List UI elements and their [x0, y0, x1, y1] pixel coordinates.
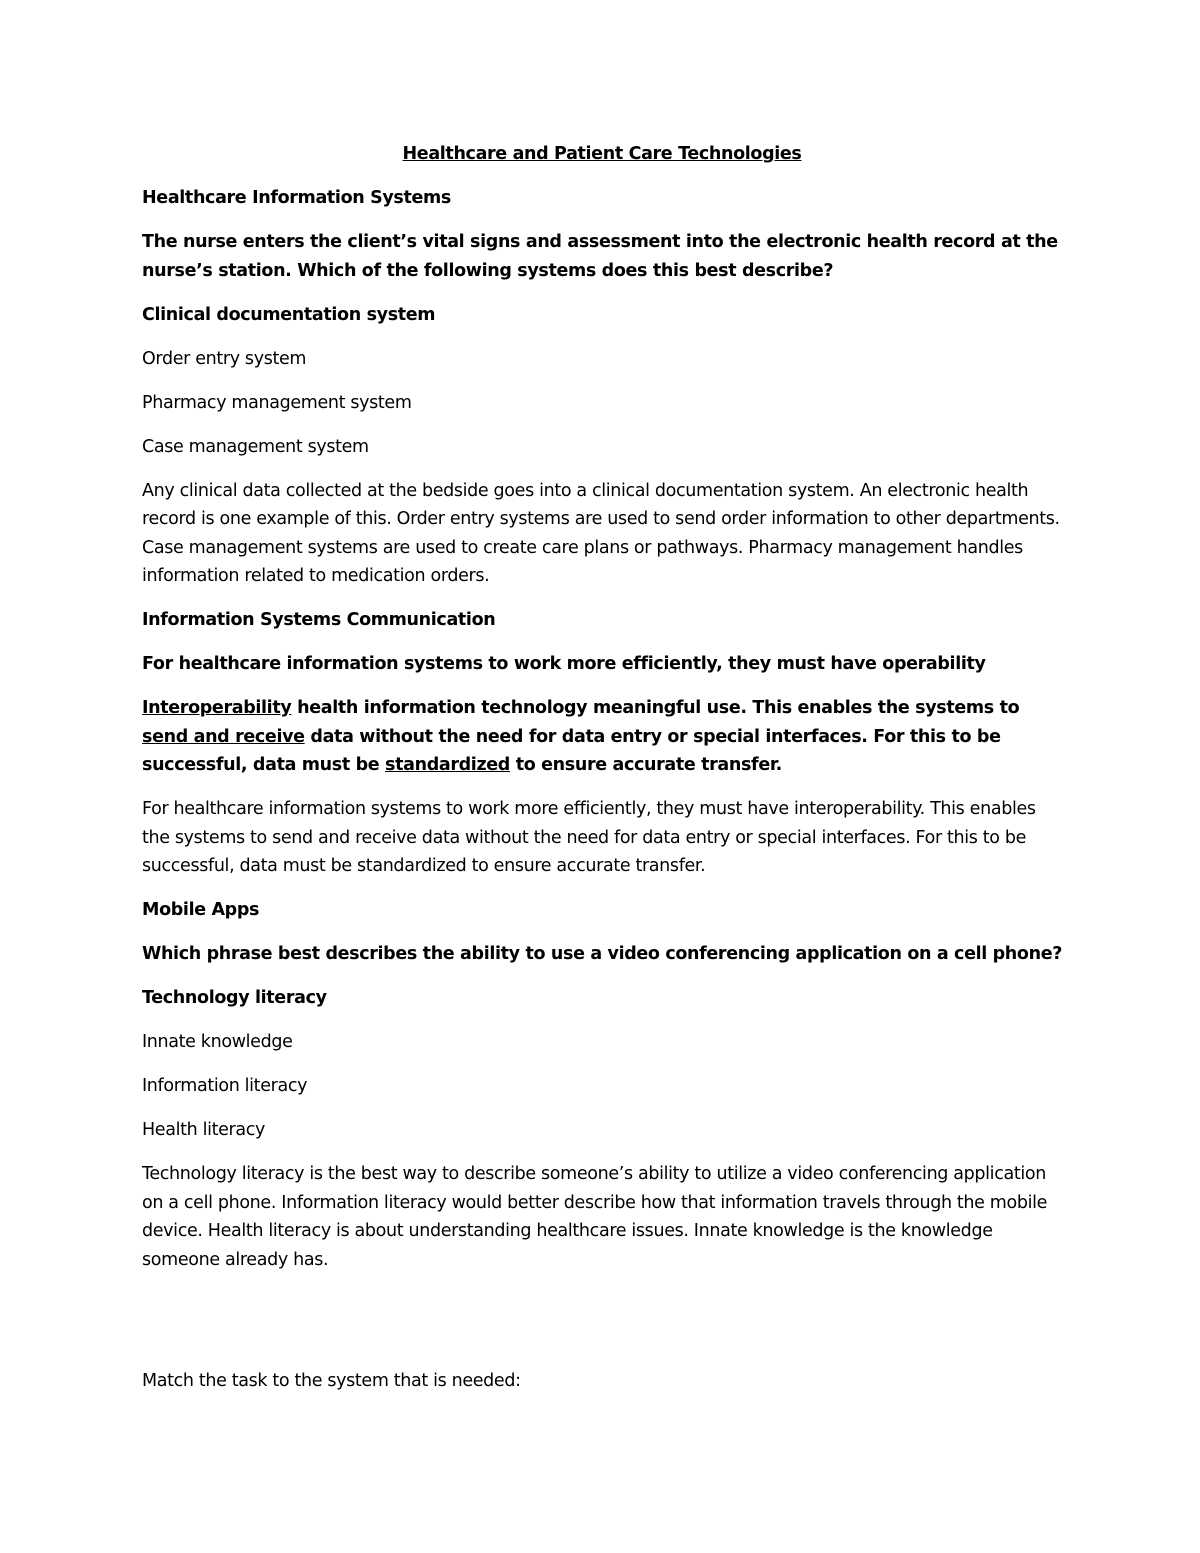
answer-option: Innate knowledge [142, 1032, 293, 1052]
explanation-paragraph: Any clinical data collected at the bedside goes into a clinical documentation system. An electronic health record is one example of this. Order entry systems are used to send order information to other departments. Case management systems are used to create care plans or pathways. Pharmacy management handles information related to medication orders. [142, 480, 1060, 586]
statement-text: For healthcare information systems to work more efficiently, they must have operability [142, 654, 986, 674]
section-heading-information-systems-communication: Information Systems Communication [142, 610, 496, 630]
answer-option: Case management system [142, 436, 369, 457]
section-heading-healthcare-information-systems: Healthcare Information Systems [142, 188, 451, 208]
document-page [142, 140, 1062, 1411]
underlined-term: send and receive [142, 726, 305, 747]
underlined-term: Interoperability [142, 698, 292, 718]
answer-option: Order entry system [142, 348, 307, 369]
correct-answer: Technology literacy [142, 988, 327, 1008]
paragraph-text: health information technology meaningful use. This enables the systems to [291, 698, 1020, 718]
question-text: The nurse enters the client’s vital signs and assessment into the electronic health record at the nurse’s station. Which of the following systems does this best describe? [142, 232, 1058, 281]
explanation-paragraph: Technology literacy is the best way to describe someone’s ability to utilize a video conferencing application on a cell phone. Information literacy would better describe how that information travels through the mobile device. Health literacy is about understanding healthcare issues. Innate knowledge is the knowledge someone already has. [142, 1164, 1048, 1270]
answer-option: Information literacy [142, 1076, 308, 1096]
answer-option: Health literacy [142, 1120, 266, 1140]
section-heading-mobile-apps: Mobile Apps [142, 900, 260, 920]
paragraph-text: to ensure accurate transfer. [509, 755, 782, 775]
document-title: Healthcare and Patient Care Technologies [402, 144, 802, 164]
underlined-term: standardized [385, 755, 510, 775]
explanation-paragraph: For healthcare information systems to work more efficiently, they must have interoperability. This enables the systems to send and receive data without the need for data entry or special interfaces. For this to be successful, data must be standardized to ensure accurate transfer. [142, 799, 1036, 876]
interoperability-paragraph [142, 694, 1062, 780]
match-prompt: Match the task to the system that is needed: [142, 1370, 521, 1391]
correct-answer: Clinical documentation system [142, 304, 436, 325]
question-text: Which phrase best describes the ability to use a video conferencing application on a cell phone? [142, 944, 1063, 964]
answer-option: Pharmacy management system [142, 392, 412, 413]
paragraph-text: data without the need for data entry or special interfaces. For this to be successful, data must be [142, 726, 1001, 775]
blank-space [142, 1290, 1062, 1367]
